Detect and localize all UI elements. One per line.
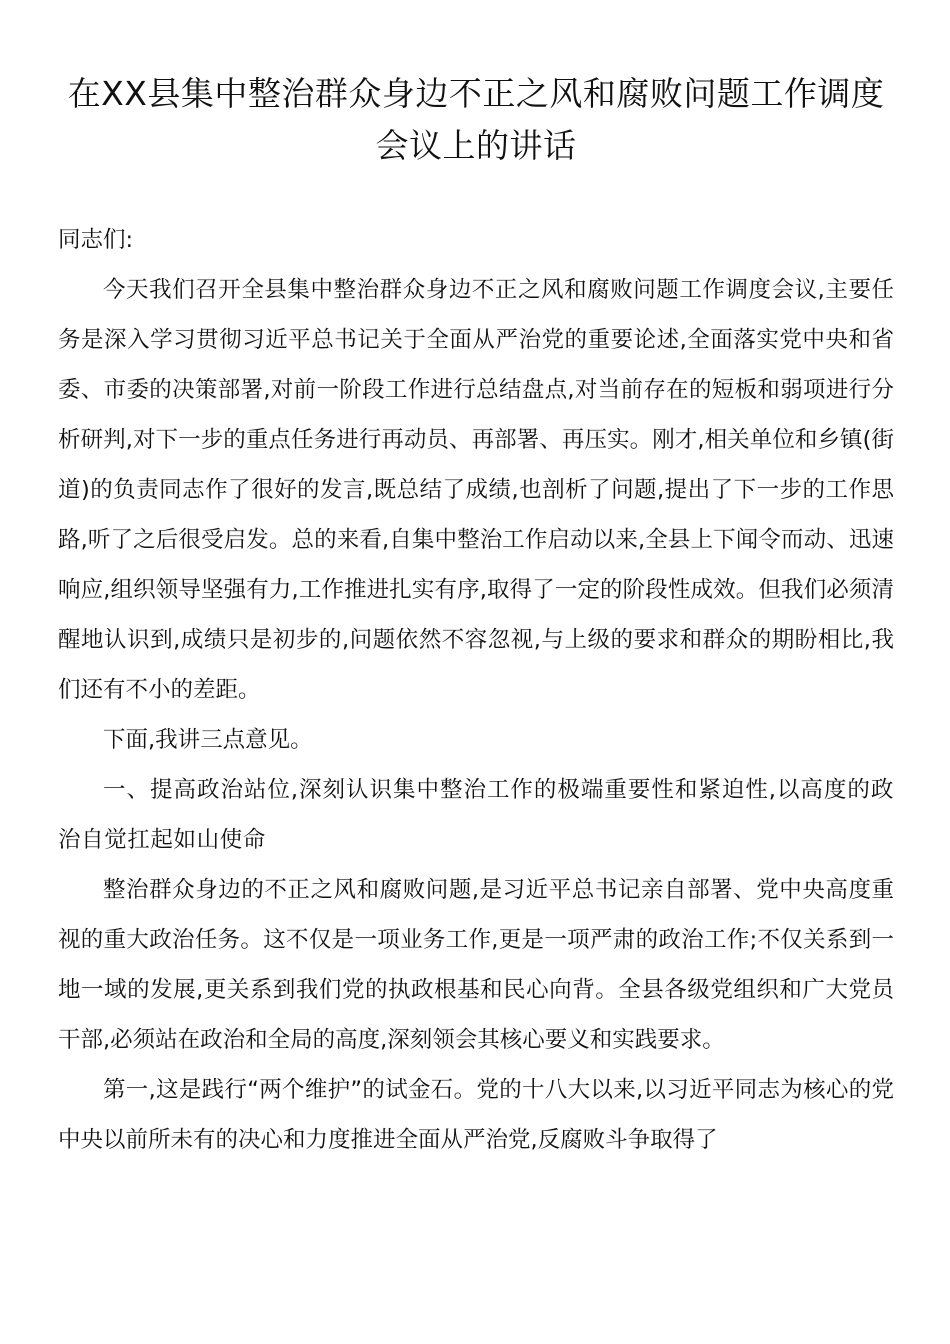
paragraph-point-1: 第一,这是践行“两个维护”的试金石。党的十八大以来,以习近平同志为核心的党中央以前所未有的决心和力度推进全面从严治党,反腐败斗争取得了 [58, 1077, 894, 1153]
salutation: 同志们: [58, 227, 134, 253]
paragraph-section-1: 整治群众身边的不正之风和腐败问题,是习近平总书记亲自部署、党中央高度重视的重大政治任务。这不仅是一项业务工作,更是一项严肃的政治工作;不仅关系到一地一域的发展,更关系到我们党的执政根基和民心向背。全县各级党组织和广大党员干部,必须站在政治和全局的高度,深刻领会其核心要义和实践要求。 [58, 877, 894, 1053]
section-heading-1: 一、提高政治站位,深刻认识集中整治工作的极端重要性和紧迫性,以高度的政治自觉扛起如山使命 [58, 777, 894, 853]
document-page [58, 68, 894, 1165]
document-title: 在XX县集中整治群众身边不正之风和腐败问题工作调度会议上的讲话 [67, 74, 885, 165]
document-body [58, 215, 894, 1165]
paragraph-intro: 今天我们召开全县集中整治群众身边不正之风和腐败问题工作调度会议,主要任务是深入学习贯彻习近平总书记关于全面从严治党的重要论述,全面落实党中央和省委、市委的决策部署,对前一阶段工作进行总结盘点,对当前存在的短板和弱项进行分析研判,对下一步的重点任务进行再动员、再部署、再压实。刚才,相关单位和乡镇(街道)的负责同志作了很好的发言,既总结了成绩,也剖析了问题,提出了下一步的工作思路,听了之后很受启发。总的来看,自集中整治工作启动以来,全县上下闻令而动、迅速响应,组织领导坚强有力,工作推进扎实有序,取得了一定的阶段性成效。但我们必须清醒地认识到,成绩只是初步的,问题依然不容忽视,与上级的要求和群众的期盼相比,我们还有不小的差距。 [58, 277, 894, 703]
paragraph-transition: 下面,我讲三点意见。 [103, 727, 313, 753]
